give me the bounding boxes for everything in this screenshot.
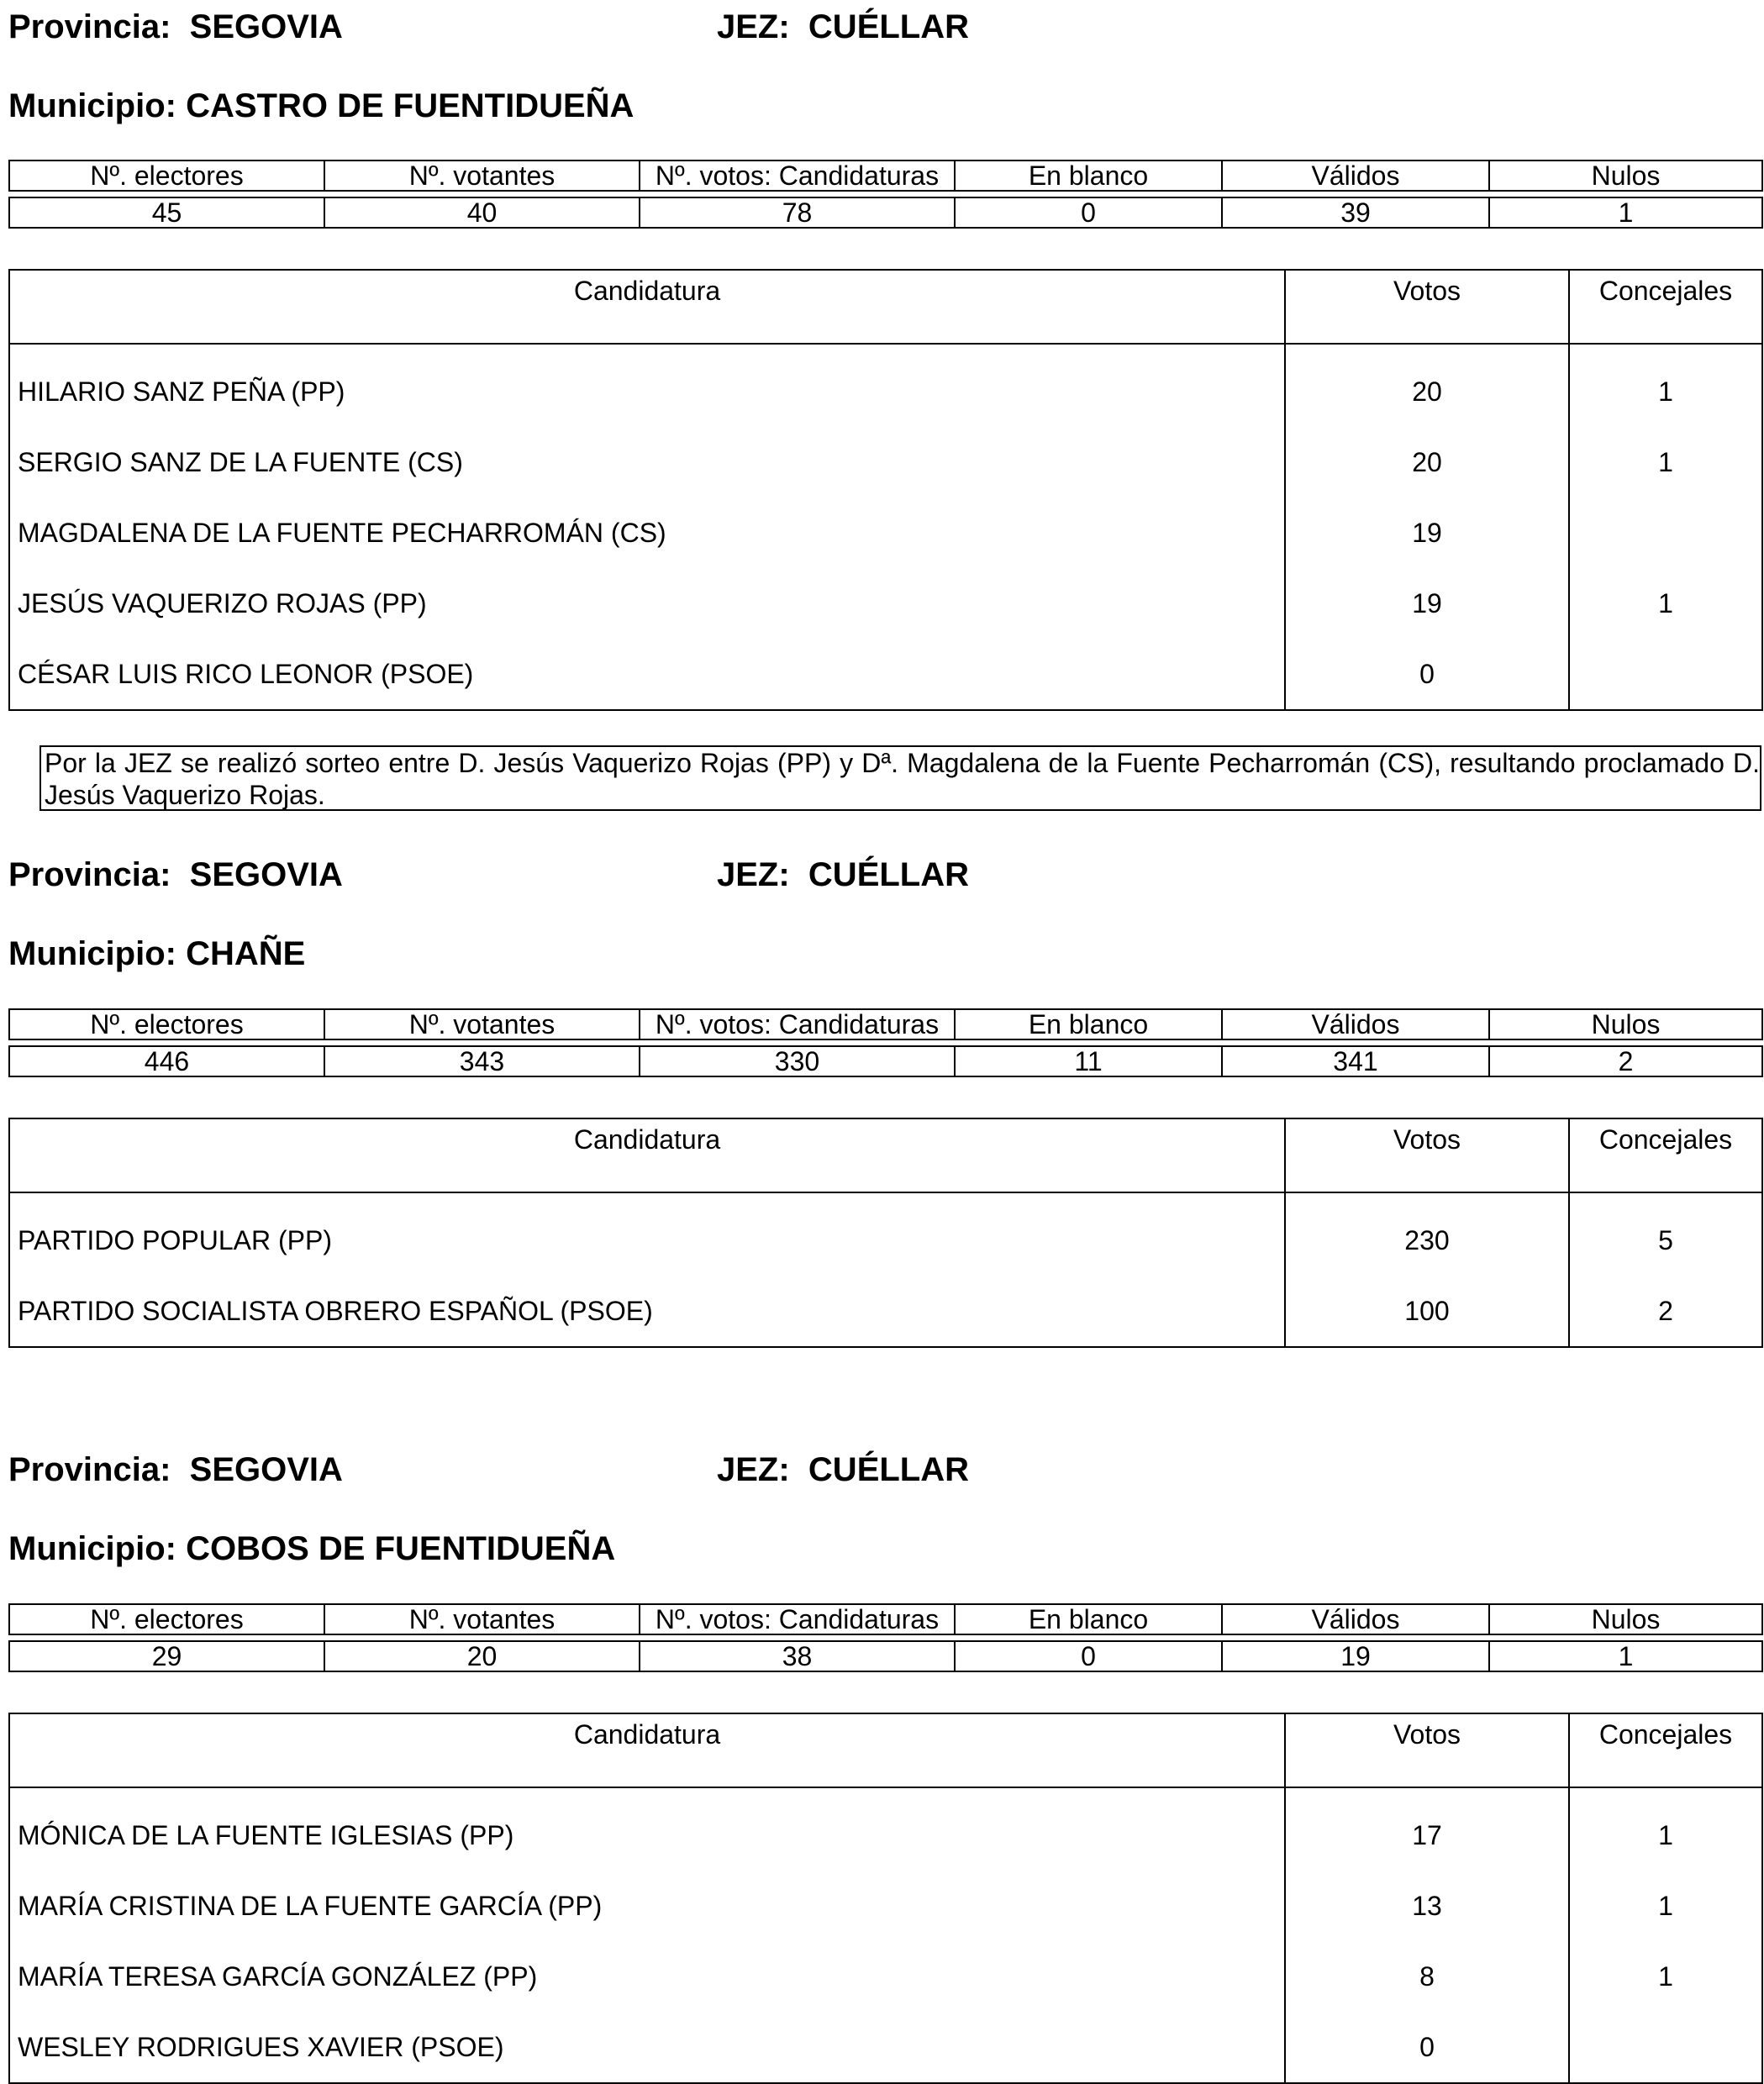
candidate-row bbox=[9, 1192, 1762, 1276]
candidates-header-row bbox=[9, 1713, 1762, 1787]
summary-value: 20 bbox=[324, 1641, 640, 1671]
summary-header: Nº. votantes bbox=[324, 1009, 640, 1039]
provincia-value: SEGOVIA bbox=[189, 856, 343, 893]
candidate-row bbox=[9, 2012, 1762, 2083]
jez-label: JEZ: bbox=[717, 8, 790, 45]
candidate-name: MARÍA CRISTINA DE LA FUENTE GARCÍA (PP) bbox=[9, 1871, 1285, 1941]
candidate-concejales: 1 bbox=[1658, 446, 1673, 477]
summary-header: Nº. electores bbox=[9, 1604, 324, 1634]
summary-value: 19 bbox=[1222, 1641, 1489, 1671]
candidate-votos: 0 bbox=[1285, 639, 1569, 710]
jez-header bbox=[717, 1450, 969, 1490]
provincia-header bbox=[8, 1450, 343, 1490]
jez-header bbox=[717, 7, 969, 47]
provincia-value: SEGOVIA bbox=[189, 8, 343, 45]
summary-header: Nº. votantes bbox=[324, 161, 640, 191]
candidate-concejales bbox=[1569, 497, 1762, 568]
candidate-votos: 100 bbox=[1285, 1276, 1569, 1347]
summary-header: Nulos bbox=[1489, 1604, 1762, 1634]
summary-value: 2 bbox=[1489, 1046, 1762, 1076]
candidate-name: WESLEY RODRIGUES XAVIER (PSOE) bbox=[9, 2012, 1285, 2083]
summary-value: 29 bbox=[9, 1641, 324, 1671]
provincia-header bbox=[8, 7, 343, 47]
summary-table bbox=[8, 1008, 1763, 1077]
candidates-header-row bbox=[9, 1118, 1762, 1192]
municipio-value: CASTRO DE FUENTIDUEÑA bbox=[186, 87, 635, 124]
candidate-concejales bbox=[1569, 639, 1762, 710]
candidate-concejales: 1 bbox=[1658, 1960, 1673, 1992]
summary-header: Nº. electores bbox=[9, 161, 324, 191]
summary-value: 1 bbox=[1489, 1641, 1762, 1671]
candidate-row bbox=[9, 1787, 1762, 1871]
concejales-header: Concejales bbox=[1569, 1713, 1762, 1787]
summary-header: Nº. votos: Candidaturas bbox=[640, 1604, 955, 1634]
candidate-votos: 19 bbox=[1285, 497, 1569, 568]
candidate-votos: 13 bbox=[1285, 1871, 1569, 1941]
candidate-votos: 230 bbox=[1285, 1192, 1569, 1276]
summary-header: Nº. votos: Candidaturas bbox=[640, 161, 955, 191]
municipio-value: CHAÑE bbox=[186, 935, 306, 972]
votos-header: Votos bbox=[1285, 1118, 1569, 1192]
summary-header-row bbox=[9, 161, 1762, 191]
candidate-name: MÓNICA DE LA FUENTE IGLESIAS (PP) bbox=[9, 1787, 1285, 1871]
municipio-header bbox=[8, 934, 305, 974]
summary-value: 39 bbox=[1222, 197, 1489, 228]
summary-table bbox=[8, 160, 1763, 229]
candidate-name: MARÍA TERESA GARCÍA GONZÁLEZ (PP) bbox=[9, 1941, 1285, 2012]
candidate-concejales: 1 bbox=[1658, 376, 1673, 407]
candidates-table bbox=[8, 269, 1763, 711]
summary-value: 0 bbox=[955, 197, 1222, 228]
municipio-header bbox=[8, 1529, 615, 1569]
jez-label: JEZ: bbox=[717, 1451, 790, 1488]
candidate-name: PARTIDO SOCIALISTA OBRERO ESPAÑOL (PSOE) bbox=[9, 1276, 1285, 1347]
candidate-concejales: 5 bbox=[1658, 1224, 1673, 1255]
candidate-votos: 20 bbox=[1285, 427, 1569, 497]
candidate-concejales: 1 bbox=[1658, 587, 1673, 618]
candidate-concejales: 1 bbox=[1658, 1890, 1673, 1921]
candidate-name: MAGDALENA DE LA FUENTE PECHARROMÁN (CS) bbox=[9, 497, 1285, 568]
summary-value: 40 bbox=[324, 197, 640, 228]
candidate-concejales bbox=[1569, 2012, 1762, 2083]
summary-header: Nº. votos: Candidaturas bbox=[640, 1009, 955, 1039]
candidate-row bbox=[9, 344, 1762, 427]
jez-header bbox=[717, 855, 969, 895]
candidate-votos: 20 bbox=[1285, 344, 1569, 427]
summary-header: Nulos bbox=[1489, 161, 1762, 191]
summary-value: 343 bbox=[324, 1046, 640, 1076]
summary-header: Válidos bbox=[1222, 1604, 1489, 1634]
provincia-header bbox=[8, 855, 343, 895]
summary-value: 330 bbox=[640, 1046, 955, 1076]
summary-value: 0 bbox=[955, 1641, 1222, 1671]
summary-value: 341 bbox=[1222, 1046, 1489, 1076]
jez-label: JEZ: bbox=[717, 856, 790, 893]
summary-header-row bbox=[9, 1009, 1762, 1039]
candidate-name: HILARIO SANZ PEÑA (PP) bbox=[9, 344, 1285, 427]
jez-value: CUÉLLAR bbox=[808, 856, 970, 893]
candidate-votos: 0 bbox=[1285, 2012, 1569, 2083]
summary-header: Válidos bbox=[1222, 1009, 1489, 1039]
summary-value: 45 bbox=[9, 197, 324, 228]
jez-value: CUÉLLAR bbox=[808, 1451, 970, 1488]
summary-value: 78 bbox=[640, 197, 955, 228]
summary-values-row bbox=[9, 1641, 1762, 1671]
municipio-value: COBOS DE FUENTIDUEÑA bbox=[186, 1530, 616, 1567]
summary-values-row bbox=[9, 197, 1762, 228]
summary-header: Nº. electores bbox=[9, 1009, 324, 1039]
summary-header: En blanco bbox=[955, 161, 1222, 191]
candidates-header-row bbox=[9, 270, 1762, 344]
summary-header: Válidos bbox=[1222, 161, 1489, 191]
summary-header: Nº. votantes bbox=[324, 1604, 640, 1634]
candidate-name: SERGIO SANZ DE LA FUENTE (CS) bbox=[9, 427, 1285, 497]
summary-header-row bbox=[9, 1604, 1762, 1634]
summary-table bbox=[8, 1603, 1763, 1672]
jez-value: CUÉLLAR bbox=[808, 8, 970, 45]
summary-value: 1 bbox=[1489, 197, 1762, 228]
candidate-row bbox=[9, 568, 1762, 639]
candidatura-header: Candidatura bbox=[9, 1713, 1285, 1787]
candidate-name: CÉSAR LUIS RICO LEONOR (PSOE) bbox=[9, 639, 1285, 710]
candidate-name: JESÚS VAQUERIZO ROJAS (PP) bbox=[9, 568, 1285, 639]
candidate-row bbox=[9, 1276, 1762, 1347]
candidate-row bbox=[9, 1871, 1762, 1941]
summary-values-row bbox=[9, 1046, 1762, 1076]
candidatura-header: Candidatura bbox=[9, 1118, 1285, 1192]
municipio-label: Municipio: bbox=[8, 1530, 176, 1567]
candidatura-header: Candidatura bbox=[9, 270, 1285, 344]
candidate-votos: 19 bbox=[1285, 568, 1569, 639]
votos-header: Votos bbox=[1285, 270, 1569, 344]
candidate-row bbox=[9, 497, 1762, 568]
candidate-row bbox=[9, 427, 1762, 497]
summary-header: En blanco bbox=[955, 1009, 1222, 1039]
provincia-value: SEGOVIA bbox=[189, 1451, 343, 1488]
municipio-label: Municipio: bbox=[8, 935, 176, 972]
candidates-table bbox=[8, 1713, 1763, 2084]
summary-value: 446 bbox=[9, 1046, 324, 1076]
concejales-header: Concejales bbox=[1569, 270, 1762, 344]
municipio-label: Municipio: bbox=[8, 87, 176, 124]
summary-header: En blanco bbox=[955, 1604, 1222, 1634]
provincia-label: Provincia: bbox=[8, 856, 171, 893]
candidate-concejales: 2 bbox=[1658, 1295, 1673, 1326]
votos-header: Votos bbox=[1285, 1713, 1569, 1787]
candidate-votos: 17 bbox=[1285, 1787, 1569, 1871]
sorteo-note: Por la JEZ se realizó sorteo entre D. Jesús Vaquerizo Rojas (PP) y Dª. Magdalena de la Fuente Pecharromán (CS), resultando proclamado D. Jesús Vaquerizo Rojas. bbox=[39, 745, 1761, 811]
candidate-name: PARTIDO POPULAR (PP) bbox=[9, 1192, 1285, 1276]
municipio-header bbox=[8, 86, 634, 126]
candidate-row bbox=[9, 1941, 1762, 2012]
summary-header: Nulos bbox=[1489, 1009, 1762, 1039]
concejales-header: Concejales bbox=[1569, 1118, 1762, 1192]
candidate-votos: 8 bbox=[1285, 1941, 1569, 2012]
candidates-table bbox=[8, 1118, 1763, 1348]
summary-value: 38 bbox=[640, 1641, 955, 1671]
summary-value: 11 bbox=[955, 1046, 1222, 1076]
candidate-concejales: 1 bbox=[1658, 1819, 1673, 1850]
provincia-label: Provincia: bbox=[8, 8, 171, 45]
provincia-label: Provincia: bbox=[8, 1451, 171, 1488]
candidate-row bbox=[9, 639, 1762, 710]
